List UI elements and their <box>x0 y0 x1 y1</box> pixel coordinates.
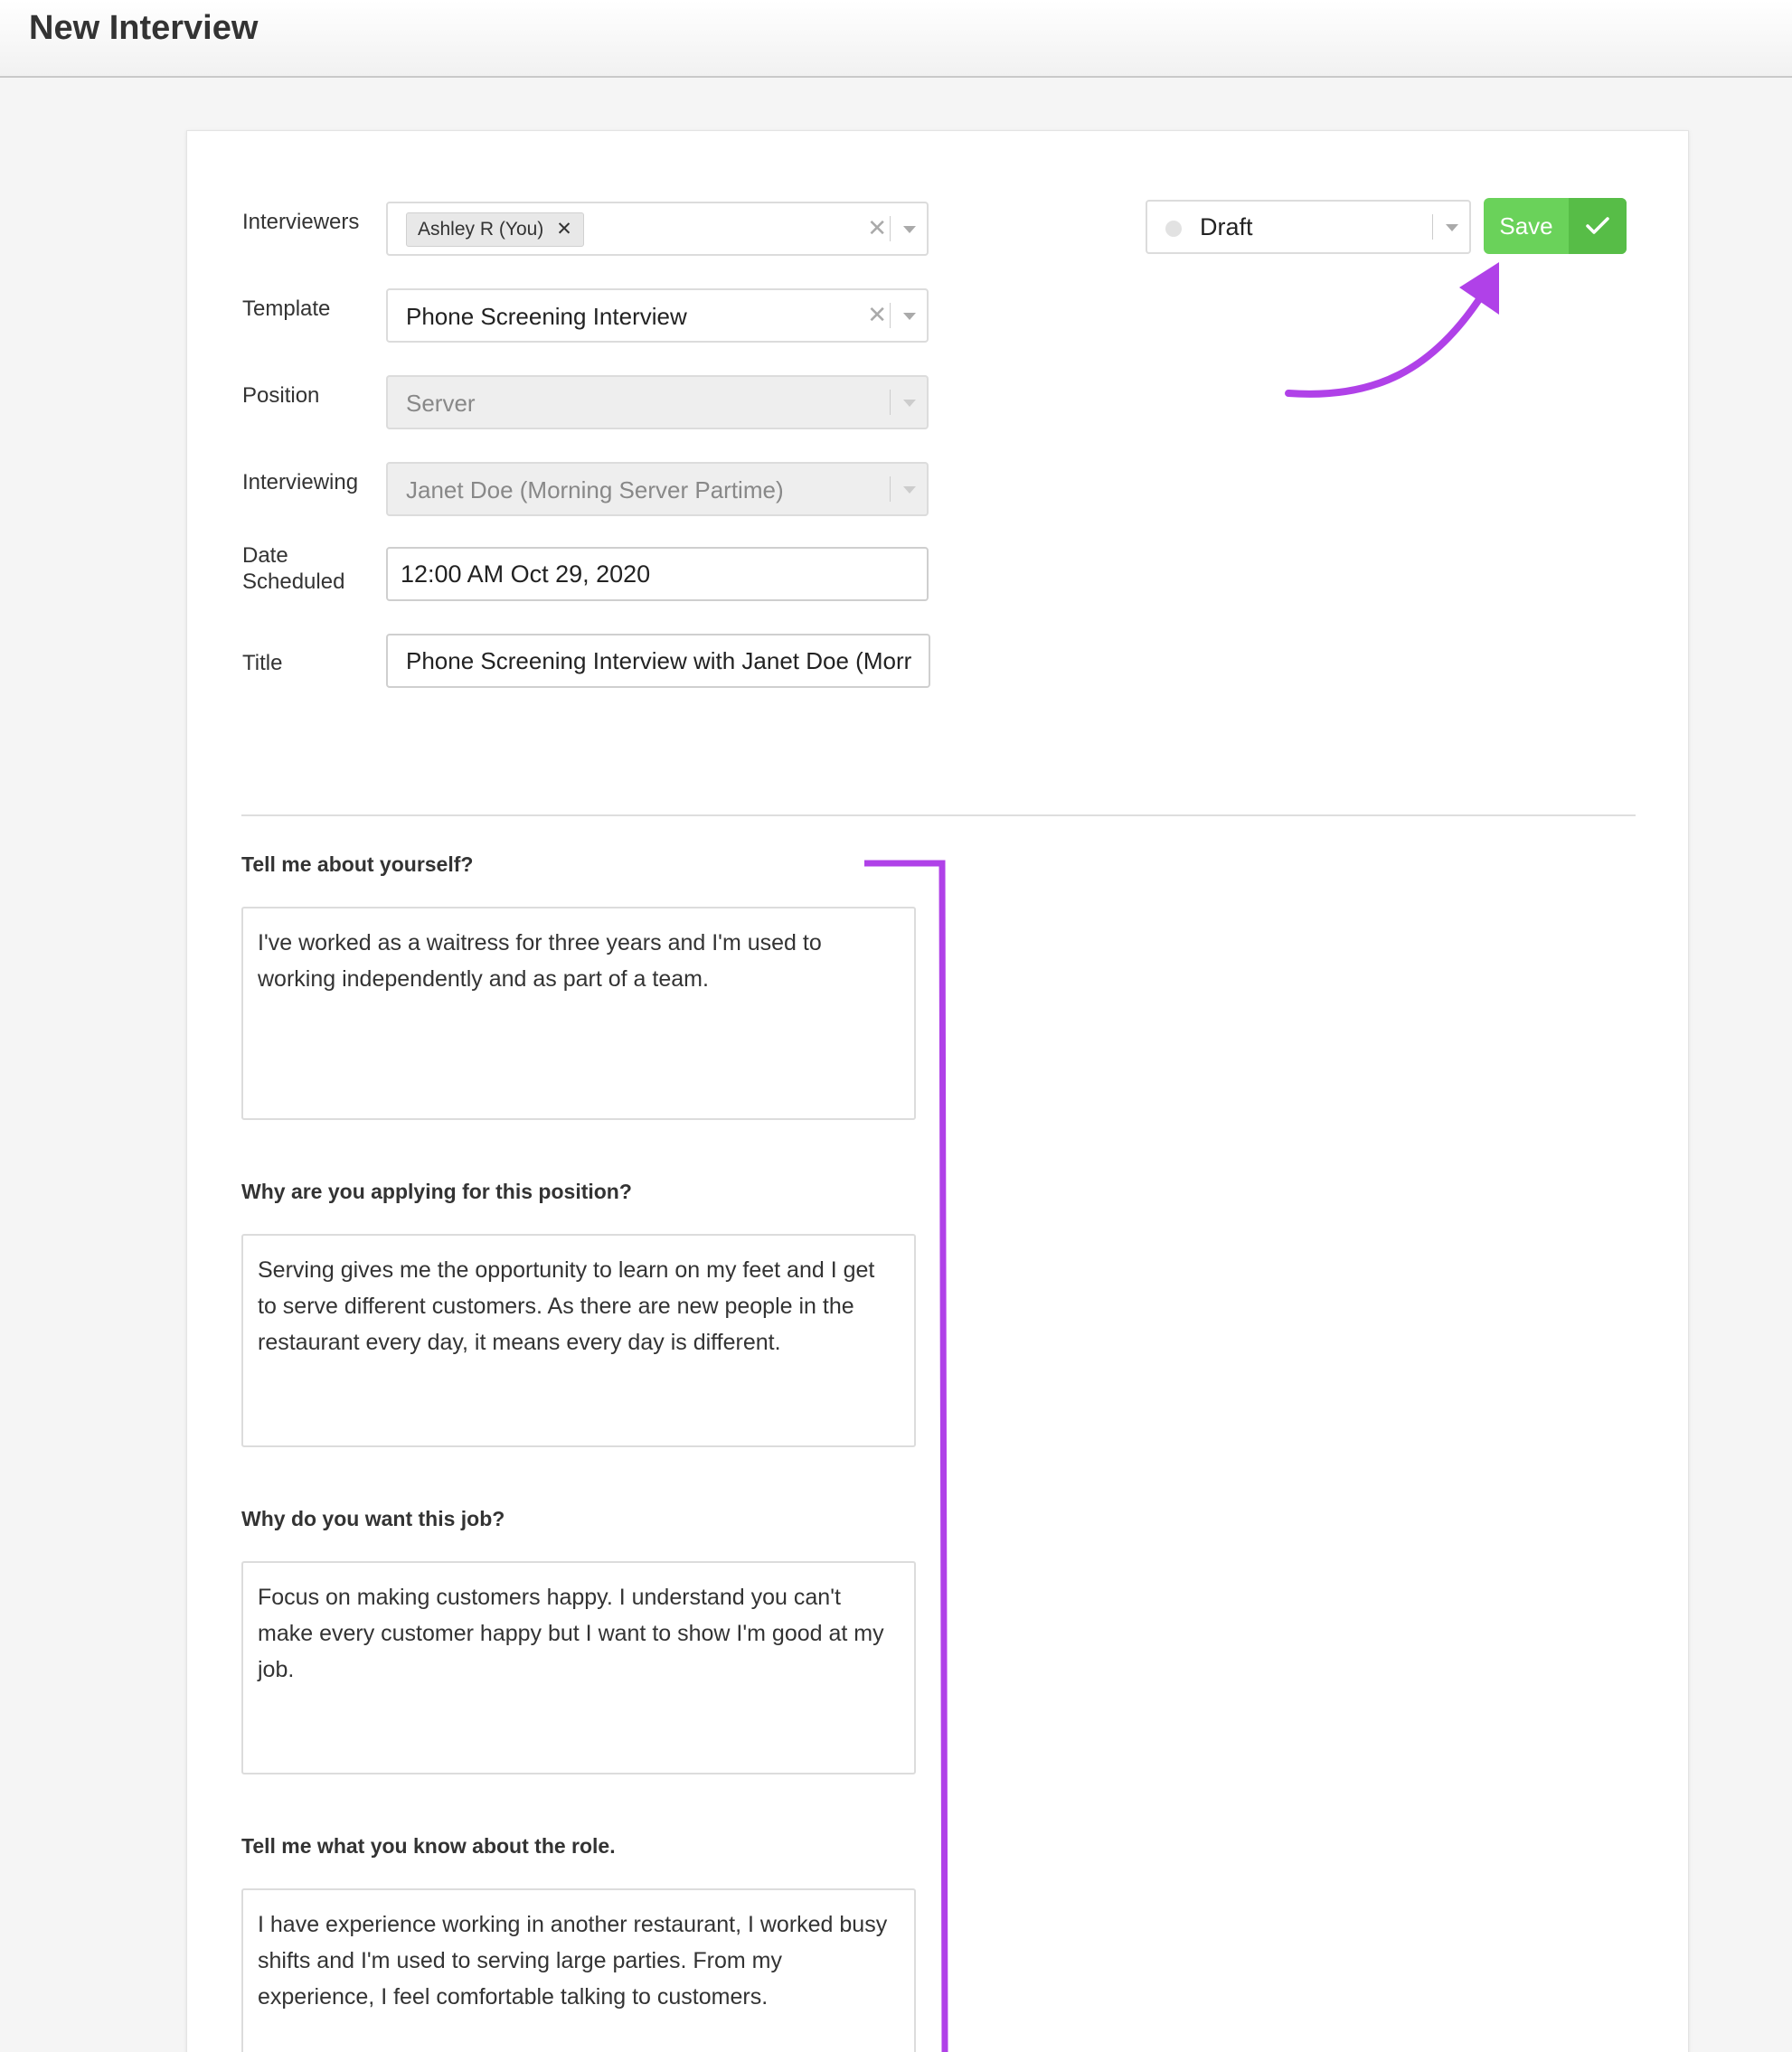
interviewers-select[interactable] <box>386 202 929 256</box>
top-bar <box>0 0 1792 78</box>
section-divider <box>241 814 1636 816</box>
chevron-down-icon[interactable] <box>1446 224 1458 231</box>
separator <box>890 216 891 241</box>
title-label: Title <box>242 651 283 675</box>
chevron-down-icon <box>903 400 916 407</box>
title-input[interactable]: Phone Screening Interview with Janet Doe (Morr <box>386 634 930 688</box>
clear-icon[interactable]: ✕ <box>867 214 887 241</box>
status-dot-icon <box>1165 221 1182 237</box>
save-button-label: Save <box>1499 212 1553 240</box>
interview-form-card <box>186 130 1689 2052</box>
status-select[interactable] <box>1146 200 1471 254</box>
save-button[interactable] <box>1484 198 1627 254</box>
question-label: Tell me what you know about the role. <box>241 1834 616 1858</box>
question-label: Tell me about yourself? <box>241 852 474 876</box>
separator <box>890 303 891 328</box>
date-scheduled-label <box>242 542 344 595</box>
chevron-down-icon <box>903 486 916 494</box>
clear-icon[interactable]: ✕ <box>867 301 887 328</box>
interviewing-select <box>386 462 929 516</box>
date-scheduled-input[interactable]: 12:00 AM Oct 29, 2020 <box>386 547 929 601</box>
question-label: Why are you applying for this position? <box>241 1180 632 1203</box>
separator <box>890 390 891 415</box>
interviewing-label: Interviewing <box>242 470 359 494</box>
interviewers-label: Interviewers <box>242 210 360 234</box>
interviewer-tag-label: Ashley R (You) <box>418 219 544 240</box>
template-select[interactable] <box>386 288 929 343</box>
answer-textarea[interactable]: I have experience working in another restaurant, I worked busy shifts and I'm used to serving large parties. From my experience, I feel comfortable talking to customers. <box>241 1888 916 2052</box>
interviewing-value: Janet Doe (Morning Server Partime) <box>406 476 784 504</box>
separator <box>1432 214 1433 240</box>
template-value: Phone Screening Interview <box>406 303 687 330</box>
position-select <box>386 375 929 429</box>
position-label: Position <box>242 383 320 408</box>
page-title: New Interview <box>29 9 259 47</box>
answer-textarea[interactable]: Focus on making customers happy. I understand you can't make every customer happy but I want to show I'm good at my job. <box>241 1561 916 1774</box>
date-label-line2: Scheduled <box>242 569 345 594</box>
template-label: Template <box>242 297 331 321</box>
date-label-line1: Date <box>242 543 288 568</box>
separator <box>890 476 891 502</box>
position-value: Server <box>406 390 476 417</box>
chevron-down-icon[interactable] <box>903 226 916 233</box>
answer-textarea[interactable]: I've worked as a waitress for three years and I'm used to working independently and as part of a team. <box>241 907 916 1120</box>
chevron-down-icon[interactable] <box>903 313 916 320</box>
interviewer-tag <box>406 212 584 247</box>
check-icon <box>1569 198 1627 254</box>
remove-tag-icon[interactable]: ✕ <box>556 219 572 240</box>
status-value: Draft <box>1200 213 1253 240</box>
question-label: Why do you want this job? <box>241 1507 505 1530</box>
answer-textarea[interactable]: Serving gives me the opportunity to learn on my feet and I get to serve different customers. As there are new people in the restaurant every day, it means every day is different. <box>241 1234 916 1447</box>
